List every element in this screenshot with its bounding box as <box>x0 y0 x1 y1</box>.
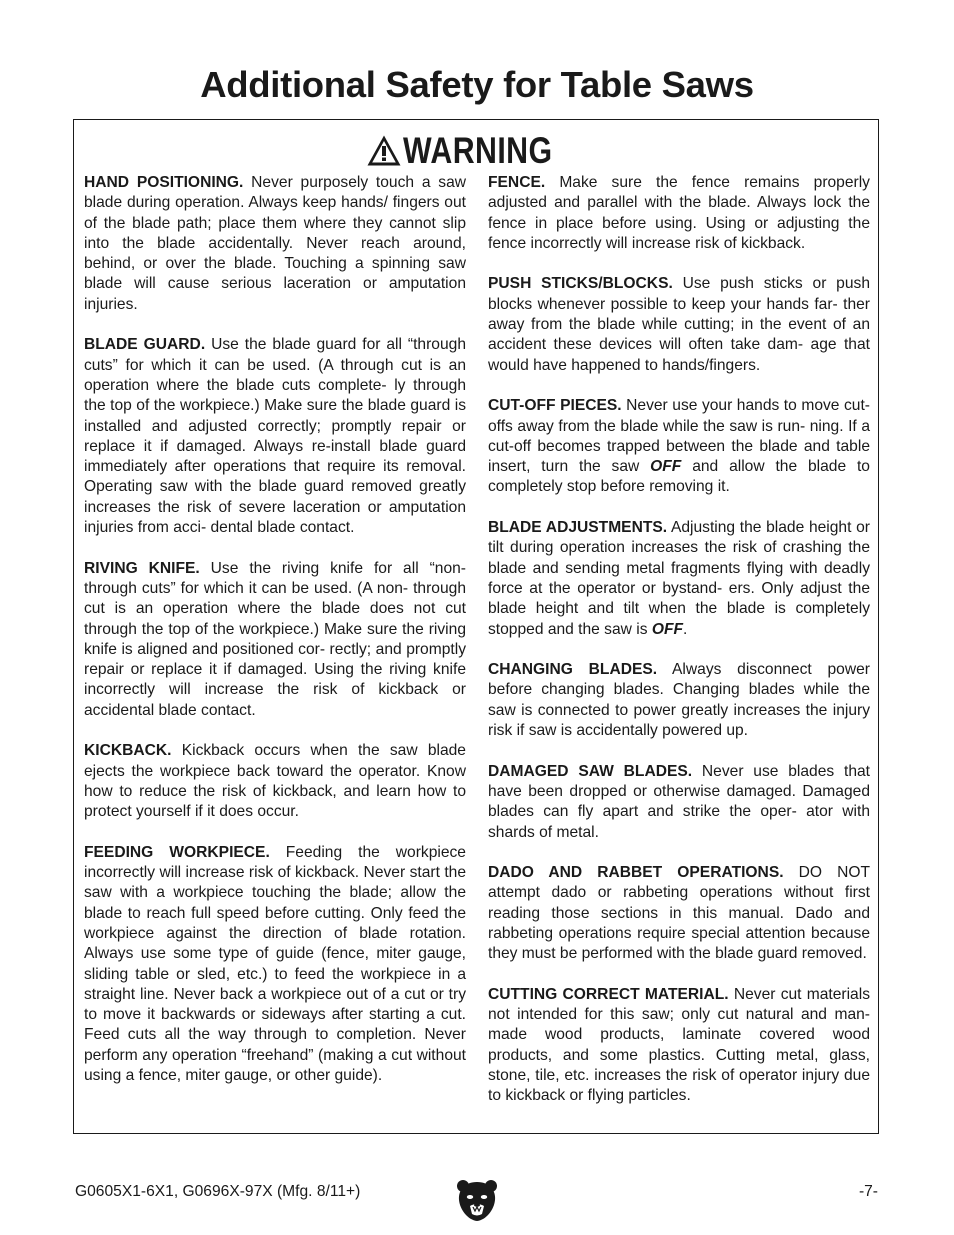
item-heading: BLADE GUARD. <box>84 336 206 354</box>
item-text: DO NOT attempt dado or rabbeting operations without first reading those sections in this manual. Dado and rabbeting operations require special attention because they must be performed with the blade guard removed. <box>488 864 870 963</box>
warning-label: WARNING <box>403 130 553 171</box>
item-text: Never use blades that have been dropped or otherwise damaged. Damaged blades can fly apart and strike the oper- ator with shards of metal. <box>488 762 870 841</box>
item-text: Make sure the fence remains properly adjusted and parallel with the blade. Always lock the fence in place before using. Using or adjusting the fence incorrectly will increase risk of kickback. <box>488 174 870 252</box>
safety-item-blade-guard <box>84 335 466 538</box>
item-text: Use the blade guard for all “through cuts” for which it can be used. (A through cut is an operation where the blade cuts complete- ly through the top of the workpiece.) Make sure the blade guard is installed and adjusted correctly; promptly repair or replace it if damaged. Always re-install blade guard immediately after operations that require its removal. Operating saw with the blade guard removed greatly increases the risk of severe laceration or amputation injuries from acci- dental blade contact. <box>84 336 466 537</box>
item-heading: PUSH STICKS/BLOCKS. <box>488 275 673 293</box>
item-heading: HAND POSITIONING. <box>84 174 244 191</box>
safety-item-dado-rabbet <box>488 863 870 964</box>
warning-triangle-icon <box>366 134 402 167</box>
item-heading: CHANGING BLADES. <box>488 661 658 679</box>
bear-head-icon <box>456 1178 498 1222</box>
safety-item-fence <box>488 173 870 254</box>
item-emphasis: OFF <box>651 620 684 638</box>
item-text: Never use your hands to move cut-offs away from the blade while the saw is run- ning. If a cut-off becomes trapped between the blade and table insert, turn the saw <box>488 397 870 476</box>
item-text: and allow the blade to completely stop before removing it. <box>488 458 870 496</box>
safety-item-riving-knife <box>84 559 466 721</box>
item-heading: CUT-OFF PIECES. <box>488 397 622 415</box>
item-text: Never purposely touch a saw blade during operation. Always keep hands/ fingers out of the blade path; place them where they cannot slip into the blade accidentally. Never reach around, behind, or over the blade. Touching a spinning saw blade will cause serious laceration or amputation injuries. <box>84 174 467 313</box>
item-heading: FENCE. <box>488 174 546 191</box>
safety-item-push-sticks <box>488 274 870 375</box>
safety-item-damaged-saw-blades <box>488 762 870 843</box>
item-text: Adjusting the blade height or tilt during operation increases the risk of crashing the blade and sending metal fragments flying with deadly force at the operator or bystand- ers. Only adjust the blade height and tilt when the blade is completely stopped and the saw is <box>488 519 870 638</box>
page-number: -7- <box>858 1183 878 1200</box>
item-text: Use push sticks or push blocks whenever possible to keep your hands far- ther away from the blade while cutting; in the event of an accident these devices will often take dam- age that would have happened to hands/fingers. <box>488 275 870 374</box>
item-heading: KICKBACK. <box>84 742 172 760</box>
item-text: Never cut materials not intended for this saw; only cut natural and man-made wood products, laminate covered wood products, and some plastics. Cutting metal, glass, stone, tile, etc. increases the risk of operator injury due to kickback or flying particles. <box>488 985 870 1105</box>
item-heading: CUTTING CORRECT MATERIAL. <box>488 985 729 1003</box>
footer-model-info: G0605X1-6X1, G0696X-97X (Mfg. 8/11+) <box>75 1183 361 1200</box>
safety-item-cut-off-pieces <box>488 396 870 497</box>
page-title: Additional Safety for Table Saws <box>200 64 754 105</box>
item-heading: BLADE ADJUSTMENTS. <box>488 519 668 537</box>
safety-item-kickback <box>84 741 466 822</box>
item-text: Always disconnect power before changing blades. Changing blades while the saw is connected to power greatly increases the injury risk if saw is accidentally powered up. <box>488 661 870 740</box>
item-heading: RIVING KNIFE. <box>84 559 200 577</box>
warning-box <box>73 119 879 1134</box>
item-text: Kickback occurs when the saw blade ejects the workpiece back toward the operator. Know how to reduce the risk of kickback, and learn how to protect yourself if it does occur. <box>84 742 466 821</box>
right-column <box>488 173 870 1127</box>
left-column <box>84 173 466 1107</box>
safety-item-hand-positioning <box>84 173 466 315</box>
item-heading: DADO AND RABBET OPERATIONS. <box>488 864 784 882</box>
item-emphasis: OFF <box>650 458 682 476</box>
safety-item-blade-adjustments <box>488 518 870 640</box>
item-text: Use the riving knife for all “non- through cuts” for which it can be used. (A non- through cut is an operation where the blade does not cut through the top of the workpiece.) Make sure the riving knife is aligned and positioned cor- rectly; and promptly repair or replace it if damaged. Using the riving knife incorrectly will increase the risk of kickback or accidental blade contact. <box>84 559 466 719</box>
item-text: Feeding the workpiece incorrectly will increase risk of kickback. Never start the saw with a workpiece touching the blade; allow the blade to reach full speed before cutting. Only feed the workpiece against the direction of blade rotation. Always use some type of guide (fence, miter gauge, sliding table or sled, etc.) to feed the workpiece in a straight line. Never back a workpiece out of a cut or try to move it backwards or sideways after starting a cut. Feed cuts all the way through to completion. Never perform any operation “freehand” (making a cut without using a fence, miter gauge, or other guide). <box>84 843 466 1085</box>
item-heading: FEEDING WORKPIECE. <box>84 843 270 861</box>
safety-item-changing-blades <box>488 660 870 741</box>
warning-header <box>74 132 878 169</box>
item-text: . <box>683 620 688 638</box>
safety-item-feeding-workpiece <box>84 843 466 1087</box>
item-heading: DAMAGED SAW BLADES. <box>488 762 693 780</box>
safety-item-cutting-material <box>488 985 870 1107</box>
